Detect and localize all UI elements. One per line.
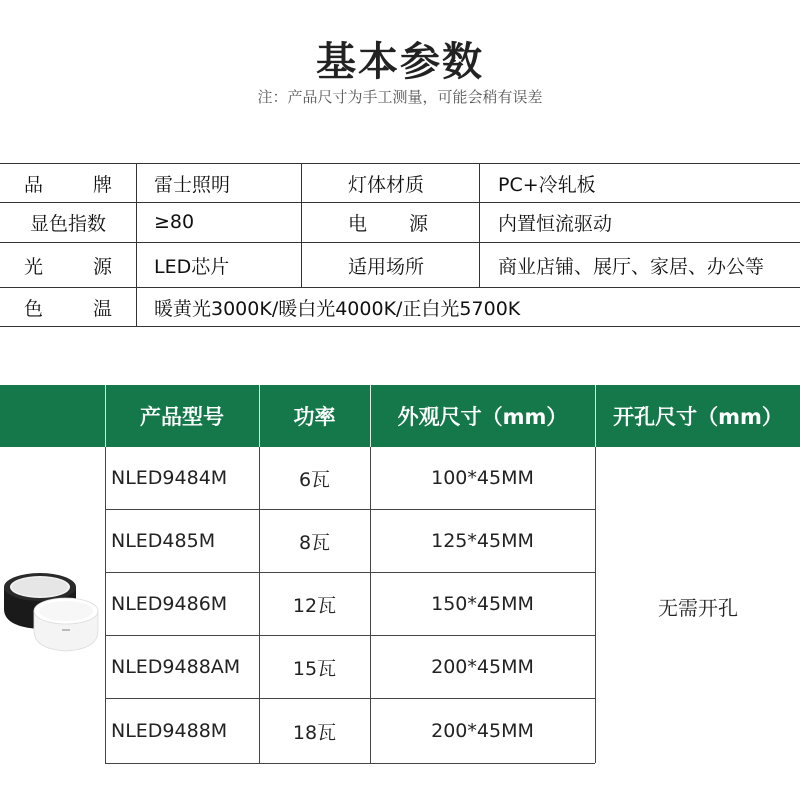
table-row <box>105 699 595 764</box>
table-row <box>105 573 595 636</box>
measurement-note: 注：产品尺寸为手工测量，可能会稍有误差 <box>257 88 543 106</box>
power-cell: 6瓦 <box>298 468 331 491</box>
model-cell: NLED9488AM <box>111 656 241 678</box>
model-cell: NLED9486M <box>111 593 228 615</box>
product-table <box>0 385 800 765</box>
model-cell: NLED9488M <box>111 720 228 742</box>
size-cell: 200*45MM <box>431 656 534 678</box>
model-cell: NLED9484M <box>111 467 228 489</box>
header-size: 外观尺寸（mm） <box>397 405 568 429</box>
spec-row <box>0 243 800 288</box>
model-cell: NLED485M <box>111 530 216 552</box>
size-cell: 100*45MM <box>431 467 534 489</box>
header-model: 产品型号 <box>140 405 224 429</box>
page-title: 基本参数 <box>316 39 484 85</box>
spec-value: 内置恒流驱动 <box>498 212 613 235</box>
size-cell: 200*45MM <box>431 720 534 742</box>
spec-row <box>0 163 800 203</box>
spec-key: 光 源 <box>24 255 112 278</box>
size-cell: 125*45MM <box>431 530 534 552</box>
spec-value: LED芯片 <box>154 255 230 278</box>
spec-key: 色 温 <box>24 297 112 320</box>
spec-key: 电 源 <box>348 212 428 235</box>
header-hole: 开孔尺寸（mm） <box>613 405 783 429</box>
spec-value: 商业店铺、展厅、家居、办公等 <box>498 255 765 278</box>
size-cell: 150*45MM <box>431 593 534 615</box>
spec-key: 品 牌 <box>24 173 112 196</box>
spec-row <box>0 202 800 243</box>
header-power: 功率 <box>293 405 336 429</box>
power-cell: 15瓦 <box>292 657 337 680</box>
power-cell: 8瓦 <box>298 531 331 554</box>
spec-value: ≥80 <box>154 211 195 233</box>
spec-value: PC+冷轧板 <box>498 173 596 196</box>
hole-size-value: 无需开孔 <box>658 595 738 620</box>
downlight-product-image <box>0 565 104 655</box>
product-table-header <box>0 385 800 447</box>
spec-value: 暖黄光3000K/暖白光4000K/正白光5700K <box>154 297 521 320</box>
table-row <box>105 636 595 699</box>
power-cell: 18瓦 <box>292 721 337 744</box>
spec-row <box>0 288 800 327</box>
spec-key: 适用场所 <box>348 255 425 278</box>
spec-value: 雷士照明 <box>154 173 231 196</box>
table-row <box>105 447 595 510</box>
table-row <box>105 510 595 573</box>
spec-key: 显色指数 <box>29 212 106 235</box>
spec-key: 灯体材质 <box>348 173 425 196</box>
power-cell: 12瓦 <box>292 594 337 617</box>
